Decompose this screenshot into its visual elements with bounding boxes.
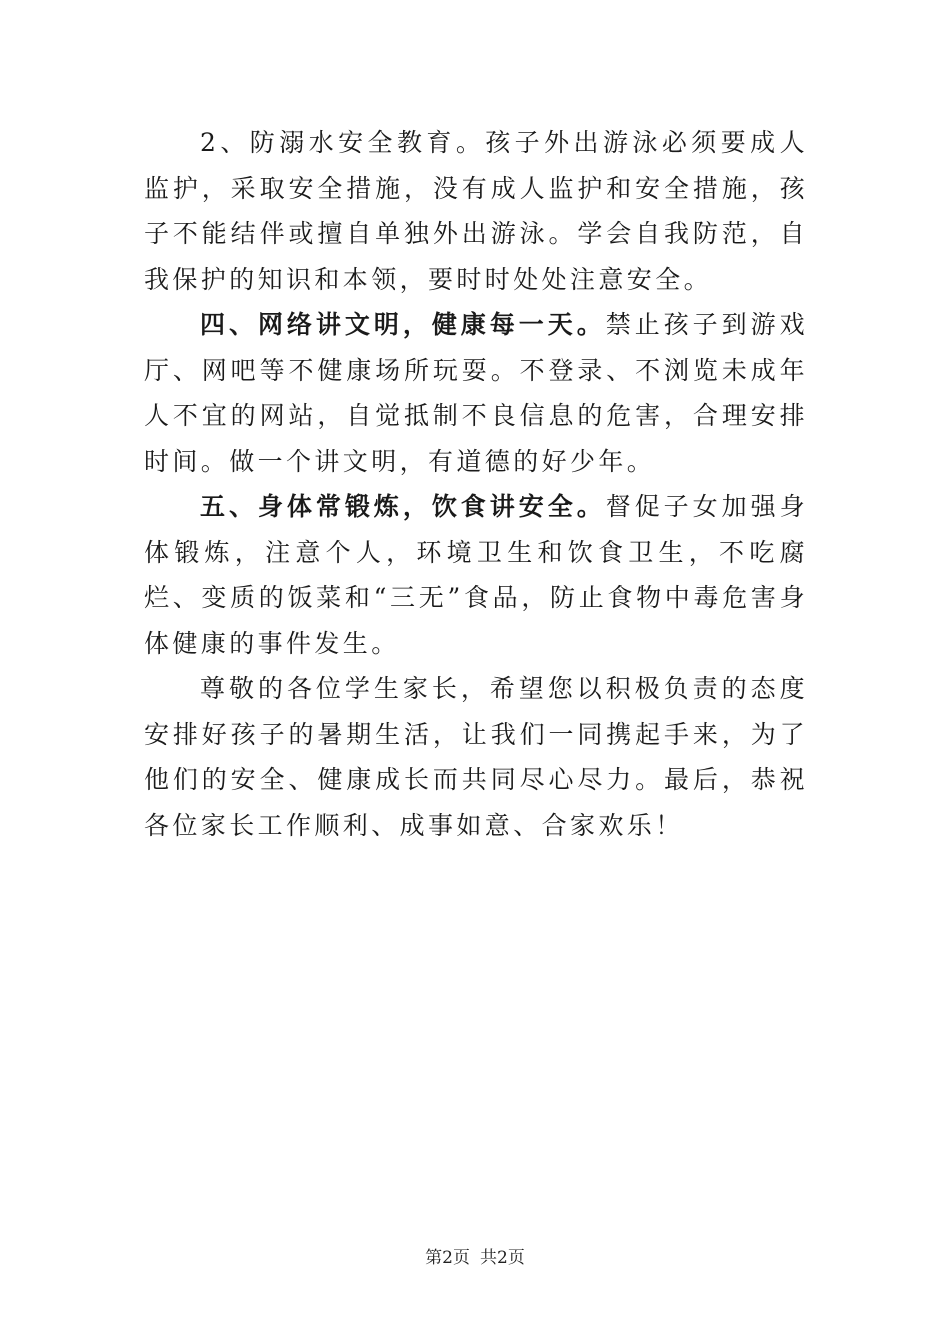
paragraph-text: 禁止孩子到游戏厅、网吧等不健康场所玩耍。不登录、不浏览未成年人不宜的网站，自觉抵制不良信息的危害，合理安排时间。做一个讲文明，有道德的好少年。 (144, 310, 808, 476)
paragraph-text: 督促子女加强身体锻炼，注意个人，环境卫生和饮食卫生，不吃腐烂、变质的饭菜和“三无”食品，防止食物中毒危害身体健康的事件发生。 (144, 492, 808, 658)
paragraph-closing (144, 666, 808, 848)
section-heading-four: 四、网络讲文明，健康每一天。 (200, 310, 606, 339)
section-heading-five: 五、身体常锻炼，饮食讲安全。 (200, 492, 606, 521)
paragraph-internet-civility (144, 302, 808, 484)
page-number: 第2页 (425, 1248, 470, 1268)
paragraph-text: 尊敬的各位学生家长，希望您以积极负责的态度安排好孩子的暑期生活，让我们一同携起手来，为了他们的安全、健康成长而共同尽心尽力。最后，恭祝各位家长工作顺利、成事如意、合家欢乐！ (144, 674, 808, 840)
page-footer (0, 1243, 950, 1268)
paragraph-drowning-safety (144, 120, 808, 302)
document-body (144, 120, 808, 848)
paragraph-text: 2、防溺水安全教育。孩子外出游泳必须要成人监护，采取安全措施，没有成人监护和安全措施，孩子不能结伴或擅自单独外出游泳。学会自我防范，自我保护的知识和本领，要时时处处注意安全。 (144, 128, 808, 294)
paragraph-exercise-food-safety (144, 484, 808, 666)
page-total: 共2页 (480, 1248, 525, 1268)
